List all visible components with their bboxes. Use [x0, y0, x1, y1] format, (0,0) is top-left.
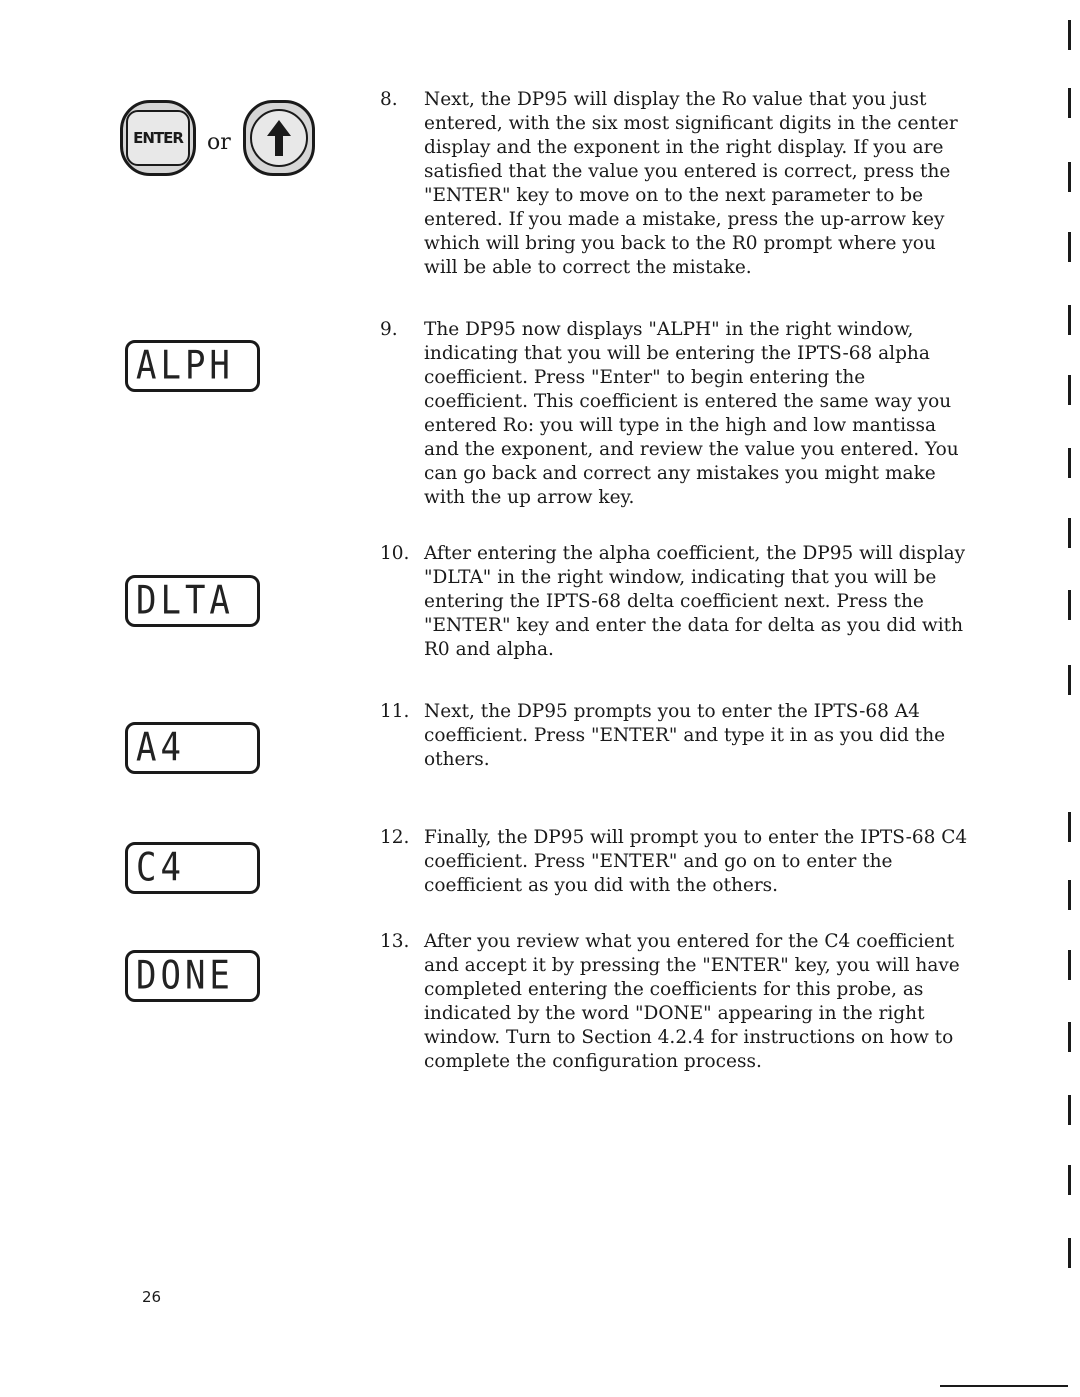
margin-change-bar	[1068, 88, 1071, 118]
step-text: The DP95 now displays "ALPH" in the right window, indicating that you will be entering the IPTS-68 alpha coefficient. Press "Enter" to begin entering the coefficient. This coefficient is entered the same way you entered Ro: you will type in the high and low mantissa and the exponent, and review the value you entered. You can go back and correct any mistakes you might make with the up arrow key.	[424, 319, 959, 508]
lcd-text-dlta: DLTA	[136, 578, 234, 624]
enter-key-label: ENTER	[133, 129, 183, 147]
step-11	[380, 700, 970, 772]
margin-change-bar	[1068, 1022, 1071, 1052]
instruction-steps	[380, 88, 970, 1072]
step-10	[380, 542, 970, 662]
margin-change-bar	[1068, 880, 1071, 910]
margin-change-bar	[1068, 590, 1071, 620]
lcd-display-dlta	[125, 575, 260, 627]
margin-change-bar	[1068, 1165, 1071, 1195]
lcd-text-alph: ALPH	[136, 343, 234, 389]
step-text: After you review what you entered for the C4 coefficient and accept it by pressing the "ENTER" key, you will have completed entering the coefficients for this probe, as indicated by the word "DONE" appearing in the right window. Turn to Section 4.2.4 for instructions on how to complete the configuration process.	[424, 931, 960, 1072]
page-number: 26	[142, 1288, 162, 1306]
margin-change-bar	[1068, 812, 1071, 842]
step-number: 11.	[380, 701, 410, 722]
margin-change-bar	[1068, 1238, 1071, 1268]
or-label: or	[207, 130, 231, 155]
step-number: 12.	[380, 827, 410, 848]
step-number: 8.	[380, 89, 398, 110]
step-13	[380, 930, 970, 1074]
margin-change-bar	[1068, 1095, 1071, 1125]
step-text: Finally, the DP95 will prompt you to enter the IPTS-68 C4 coefficient. Press "ENTER" and go on to enter the coefficient as you did with the others.	[424, 827, 968, 896]
step-number: 10.	[380, 543, 410, 564]
margin-change-bar	[1068, 232, 1071, 262]
margin-change-bar	[1068, 950, 1071, 980]
step-number: 13.	[380, 931, 410, 952]
lcd-display-alph	[125, 340, 260, 392]
enter-key-icon	[120, 100, 196, 176]
step-text: Next, the DP95 will display the Ro value that you just entered, with the six most significant digits in the center display and the exponent in the right display. If you are satisfied that the value you entered is correct, press the "ENTER" key to move on to the next parameter to be entered. If you made a mistake, press the up-arrow key which will bring you back to the R0 prompt where you will be able to correct the mistake.	[424, 89, 958, 278]
lcd-text-c4: C4	[136, 845, 185, 891]
step-number: 9.	[380, 319, 398, 340]
lcd-display-c4	[125, 842, 260, 894]
lcd-text-done: DONE	[136, 953, 234, 999]
step-9	[380, 318, 970, 510]
margin-change-bar	[1068, 375, 1071, 405]
lcd-text-a4: A4	[136, 725, 185, 771]
up-arrow-icon	[264, 118, 294, 158]
margin-change-bar	[1068, 305, 1071, 335]
step-12	[380, 826, 970, 898]
margin-change-bar	[1068, 665, 1071, 695]
lcd-display-done	[125, 950, 260, 1002]
margin-change-bar	[1068, 20, 1071, 50]
bottom-rule	[940, 1385, 1068, 1387]
step-text: Next, the DP95 prompts you to enter the IPTS-68 A4 coefficient. Press "ENTER" and type it in as you did the others.	[424, 701, 946, 770]
margin-change-bar	[1068, 162, 1071, 192]
up-arrow-key-icon	[243, 100, 315, 176]
step-8	[380, 88, 970, 280]
margin-change-bar	[1068, 518, 1071, 548]
margin-change-bar	[1068, 448, 1071, 478]
lcd-display-a4	[125, 722, 260, 774]
step-text: After entering the alpha coefficient, the DP95 will display "DLTA" in the right window, indicating that you will be entering the IPTS-68 delta coefficient next. Press the "ENTER" key and enter the data for delta as you did with R0 and alpha.	[424, 543, 966, 660]
